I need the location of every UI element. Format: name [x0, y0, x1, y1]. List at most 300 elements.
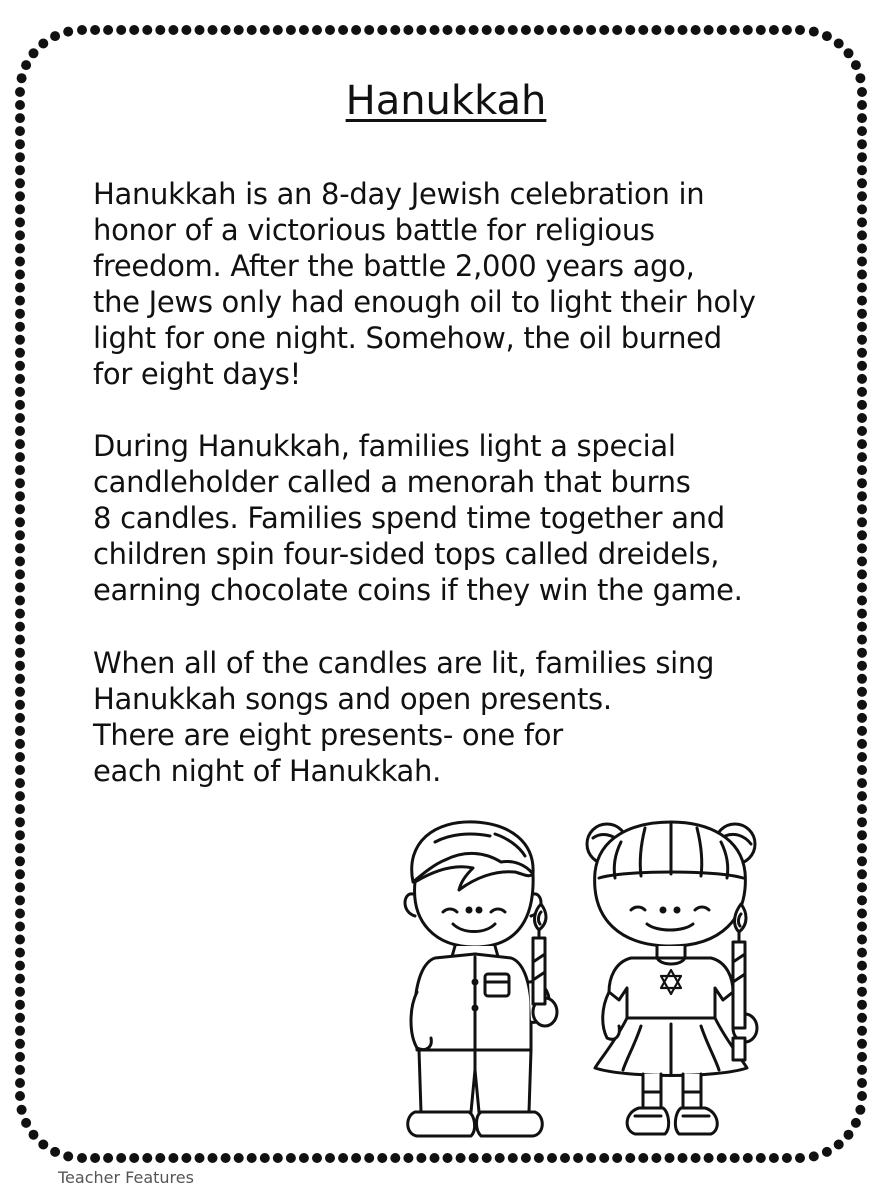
border-dot [234, 1153, 244, 1163]
border-dot [857, 517, 867, 527]
border-dot [90, 1153, 100, 1163]
border-dot [15, 843, 25, 853]
border-dot [15, 974, 25, 984]
border-dot [15, 961, 25, 971]
border-dot [129, 1153, 139, 1163]
border-dot [77, 1153, 87, 1163]
border-dot [857, 309, 867, 319]
border-dot [534, 1153, 544, 1163]
border-dot [390, 1153, 400, 1163]
border-dot [857, 191, 867, 201]
paragraph-line: freedom. After the battle 2,000 years ago, [93, 249, 695, 283]
border-dot [443, 1153, 453, 1163]
border-dot [15, 948, 25, 958]
border-dot [155, 25, 165, 35]
border-dot [857, 465, 867, 475]
border-dot [857, 204, 867, 214]
border-dot [181, 1153, 191, 1163]
border-dot [29, 48, 39, 58]
border-dot [15, 361, 25, 371]
border-dot [15, 178, 25, 188]
border-dot [15, 635, 25, 645]
border-dot [50, 31, 60, 41]
border-dot [15, 283, 25, 293]
border-dot [15, 1039, 25, 1049]
border-dot [377, 1153, 387, 1163]
border-dot [208, 25, 218, 35]
border-dot [638, 25, 648, 35]
border-dot [15, 596, 25, 606]
border-dot [351, 1153, 361, 1163]
border-dot [857, 504, 867, 514]
border-dot [857, 609, 867, 619]
border-dot [844, 48, 854, 58]
border-dot [857, 244, 867, 254]
border-dot [857, 426, 867, 436]
border-dot [325, 25, 335, 35]
border-dot [857, 713, 867, 723]
border-dot [508, 1153, 518, 1163]
border-dot [338, 1153, 348, 1163]
border-dot [260, 25, 270, 35]
border-dot [15, 726, 25, 736]
border-dot [15, 543, 25, 553]
paragraph-line: Hanukkah songs and open presents. [93, 682, 612, 716]
border-dot [857, 165, 867, 175]
border-dot [857, 817, 867, 827]
border-dot [857, 922, 867, 932]
border-dot [15, 752, 25, 762]
border-dot [857, 622, 867, 632]
border-dot [857, 335, 867, 345]
border-dot [15, 244, 25, 254]
border-dot [678, 25, 688, 35]
border-dot [15, 217, 25, 227]
border-dot [364, 25, 374, 35]
border-dot [857, 543, 867, 553]
border-dot [21, 1118, 31, 1128]
border-dot [15, 987, 25, 997]
border-dot [730, 1153, 740, 1163]
border-dot [181, 25, 191, 35]
kids-with-candles-illustration [395, 812, 775, 1142]
border-dot [857, 1052, 867, 1062]
border-dot [15, 739, 25, 749]
border-dot [782, 1153, 792, 1163]
paragraph-line: There are eight presents- one for [93, 718, 563, 752]
border-dot [857, 413, 867, 423]
border-dot [857, 361, 867, 371]
title-text: Hanukkah [345, 78, 547, 124]
border-dot [857, 948, 867, 958]
paragraph-line: When all of the candles are lit, families sing [93, 646, 715, 680]
border-dot [547, 1153, 557, 1163]
border-dot [730, 25, 740, 35]
border-dot [364, 1153, 374, 1163]
paragraph-line: for eight days! [93, 357, 301, 391]
border-dot [857, 152, 867, 162]
border-dot [15, 687, 25, 697]
border-dot [15, 309, 25, 319]
border-dot [116, 1153, 126, 1163]
border-dot [15, 895, 25, 905]
border-dot [15, 348, 25, 358]
border-dot [234, 25, 244, 35]
border-dot [857, 700, 867, 710]
border-dot [15, 778, 25, 788]
border-dot [857, 139, 867, 149]
border-dot [15, 504, 25, 514]
border-dot [273, 25, 283, 35]
border-dot [443, 25, 453, 35]
border-dot [15, 387, 25, 397]
border-dot [857, 687, 867, 697]
border-dot [857, 987, 867, 997]
border-dot [857, 726, 867, 736]
border-dot [15, 296, 25, 306]
border-dot [717, 25, 727, 35]
border-dot [15, 1000, 25, 1010]
border-dot [15, 556, 25, 566]
border-dot [857, 217, 867, 227]
border-dot [469, 1153, 479, 1163]
border-dot [351, 25, 361, 35]
border-dot [534, 25, 544, 35]
border-dot [15, 1078, 25, 1088]
border-dot [142, 25, 152, 35]
border-dot [403, 25, 413, 35]
border-dot [809, 1151, 819, 1161]
border-dot [17, 1105, 27, 1115]
border-dot [769, 1153, 779, 1163]
border-dot [15, 1065, 25, 1075]
border-dot [15, 622, 25, 632]
border-dot [15, 335, 25, 345]
border-dot [495, 25, 505, 35]
border-dot [857, 661, 867, 671]
border-dot [38, 39, 48, 49]
paragraph-line: honor of a victorious battle for religious [93, 213, 655, 247]
border-dot [857, 491, 867, 501]
border-dot [129, 25, 139, 35]
border-dot [857, 961, 867, 971]
border-dot [857, 374, 867, 384]
border-dot [15, 909, 25, 919]
border-dot [430, 1153, 440, 1163]
border-dot [29, 1130, 39, 1140]
border-dot [795, 1153, 805, 1163]
border-dot [15, 661, 25, 671]
border-dot [38, 1140, 48, 1150]
border-dot [90, 25, 100, 35]
paragraph-line: each night of Hanukkah. [93, 754, 442, 788]
border-dot [857, 1039, 867, 1049]
border-dot [612, 25, 622, 35]
border-dot [612, 1153, 622, 1163]
border-dot [103, 25, 113, 35]
border-dot [857, 296, 867, 306]
border-dot [15, 491, 25, 501]
border-dot [430, 25, 440, 35]
border-dot [482, 25, 492, 35]
border-dot [325, 1153, 335, 1163]
border-dot [195, 25, 205, 35]
border-dot [456, 25, 466, 35]
border-dot [155, 1153, 165, 1163]
border-dot [15, 1052, 25, 1062]
border-dot [704, 1153, 714, 1163]
border-dot [625, 1153, 635, 1163]
border-dot [651, 25, 661, 35]
border-dot [857, 1000, 867, 1010]
border-dot [743, 1153, 753, 1163]
border-dot [15, 1091, 25, 1101]
footer-credit: Teacher Features [58, 1168, 194, 1187]
border-dot [625, 25, 635, 35]
border-dot [508, 25, 518, 35]
border-dot [665, 1153, 675, 1163]
border-dot [857, 974, 867, 984]
paragraph-line: light for one night. Somehow, the oil burned [93, 321, 722, 355]
border-dot [857, 583, 867, 593]
border-dot [168, 25, 178, 35]
border-dot [15, 400, 25, 410]
border-dot [15, 569, 25, 579]
border-dot [547, 25, 557, 35]
border-dot [15, 791, 25, 801]
border-dot [857, 791, 867, 801]
border-dot [857, 935, 867, 945]
border-dot [573, 1153, 583, 1163]
border-dot [851, 60, 861, 70]
border-dot [15, 830, 25, 840]
border-dot [15, 713, 25, 723]
border-dot [857, 830, 867, 840]
border-dot [495, 1153, 505, 1163]
border-dot [15, 517, 25, 527]
boy-figure [405, 822, 557, 1136]
border-dot [299, 25, 309, 35]
border-dot [15, 126, 25, 136]
border-dot [857, 556, 867, 566]
border-dot [857, 856, 867, 866]
border-dot [15, 804, 25, 814]
border-dot [857, 126, 867, 136]
border-dot [15, 609, 25, 619]
border-dot [857, 322, 867, 332]
border-dot [857, 739, 867, 749]
border-dot [857, 1078, 867, 1088]
paragraph-line: During Hanukkah, families light a special [93, 429, 676, 463]
border-dot [195, 1153, 205, 1163]
border-dot [857, 1065, 867, 1075]
border-dot [857, 882, 867, 892]
border-dot [756, 25, 766, 35]
border-dot [15, 322, 25, 332]
border-dot [586, 25, 596, 35]
border-dot [743, 25, 753, 35]
border-dot [15, 478, 25, 488]
border-dot [247, 1153, 257, 1163]
border-dot [260, 1153, 270, 1163]
border-dot [299, 1153, 309, 1163]
border-dot [857, 895, 867, 905]
border-dot [77, 25, 87, 35]
border-dot [15, 700, 25, 710]
border-dot [857, 674, 867, 684]
border-dot [15, 452, 25, 462]
border-dot [560, 1153, 570, 1163]
border-dot [15, 817, 25, 827]
border-dot [857, 1013, 867, 1023]
paragraph-line: candleholder called a menorah that burns [93, 465, 691, 499]
paragraph-3 [93, 645, 714, 789]
border-dot [857, 752, 867, 762]
border-dot [638, 1153, 648, 1163]
border-dot [809, 27, 819, 37]
border-dot [142, 1153, 152, 1163]
border-dot [15, 204, 25, 214]
border-dot [456, 1153, 466, 1163]
border-dot [857, 909, 867, 919]
border-dot [857, 387, 867, 397]
border-dot [116, 25, 126, 35]
border-dot [208, 1153, 218, 1163]
border-dot [560, 25, 570, 35]
border-dot [15, 165, 25, 175]
border-dot [273, 1153, 283, 1163]
border-dot [857, 765, 867, 775]
border-dot [50, 1147, 60, 1157]
page-title [0, 78, 892, 124]
border-dot [857, 635, 867, 645]
border-dot [857, 178, 867, 188]
border-dot [221, 25, 231, 35]
border-dot [15, 139, 25, 149]
border-dot [416, 1153, 426, 1163]
border-dot [857, 348, 867, 358]
border-dot [857, 778, 867, 788]
border-dot [822, 31, 832, 41]
border-dot [416, 25, 426, 35]
border-dot [168, 1153, 178, 1163]
border-dot [15, 413, 25, 423]
border-dot [15, 257, 25, 267]
border-dot [795, 25, 805, 35]
border-dot [717, 1153, 727, 1163]
border-dot [691, 25, 701, 35]
border-dot [15, 674, 25, 684]
border-dot [851, 1118, 861, 1128]
border-dot [855, 1105, 865, 1115]
border-dot [15, 530, 25, 540]
border-dot [15, 856, 25, 866]
border-dot [15, 882, 25, 892]
border-dot [15, 426, 25, 436]
border-dot [782, 25, 792, 35]
border-dot [15, 922, 25, 932]
border-dot [857, 530, 867, 540]
border-dot [15, 270, 25, 280]
border-dot [312, 25, 322, 35]
border-dot [482, 1153, 492, 1163]
border-dot [665, 25, 675, 35]
border-dot [599, 25, 609, 35]
border-dot [678, 1153, 688, 1163]
border-dot [857, 270, 867, 280]
border-dot [857, 804, 867, 814]
border-dot [769, 25, 779, 35]
border-dot [15, 583, 25, 593]
border-dot [312, 1153, 322, 1163]
border-dot [15, 1026, 25, 1036]
border-dot [857, 596, 867, 606]
border-dot [15, 152, 25, 162]
border-dot [63, 1151, 73, 1161]
border-dot [857, 439, 867, 449]
border-dot [286, 25, 296, 35]
border-dot [286, 1153, 296, 1163]
border-dot [857, 569, 867, 579]
border-dot [15, 374, 25, 384]
border-dot [15, 230, 25, 240]
border-dot [63, 27, 73, 37]
border-dot [15, 869, 25, 879]
border-dot [651, 1153, 661, 1163]
paragraph-line: children spin four-sided tops called dreidels, [93, 537, 720, 571]
border-dot [599, 1153, 609, 1163]
border-dot [834, 1140, 844, 1150]
border-dot [15, 935, 25, 945]
border-dot [15, 191, 25, 201]
paragraph-line: earning chocolate coins if they win the game. [93, 573, 743, 607]
border-dot [857, 1091, 867, 1101]
border-dot [857, 400, 867, 410]
border-dot [704, 25, 714, 35]
paragraph-line: Hanukkah is an 8-day Jewish celebration in [93, 177, 705, 211]
border-dot [834, 39, 844, 49]
border-dot [15, 1013, 25, 1023]
border-dot [857, 257, 867, 267]
border-dot [857, 283, 867, 293]
border-dot [521, 1153, 531, 1163]
paragraph-2 [93, 428, 743, 608]
border-dot [15, 648, 25, 658]
border-dot [857, 1026, 867, 1036]
border-dot [857, 452, 867, 462]
border-dot [857, 843, 867, 853]
border-dot [103, 1153, 113, 1163]
border-dot [857, 869, 867, 879]
border-dot [573, 25, 583, 35]
border-dot [857, 478, 867, 488]
border-dot [857, 648, 867, 658]
border-dot [15, 465, 25, 475]
border-dot [469, 25, 479, 35]
border-dot [338, 25, 348, 35]
border-dot [403, 1153, 413, 1163]
border-dot [756, 1153, 766, 1163]
paragraph-line: 8 candles. Families spend time together and [93, 501, 725, 535]
paragraph-1 [93, 176, 756, 392]
border-dot [857, 230, 867, 240]
border-dot [15, 439, 25, 449]
border-dot [844, 1130, 854, 1140]
border-dot [822, 1147, 832, 1157]
border-dot [247, 25, 257, 35]
border-dot [521, 25, 531, 35]
border-dot [377, 25, 387, 35]
